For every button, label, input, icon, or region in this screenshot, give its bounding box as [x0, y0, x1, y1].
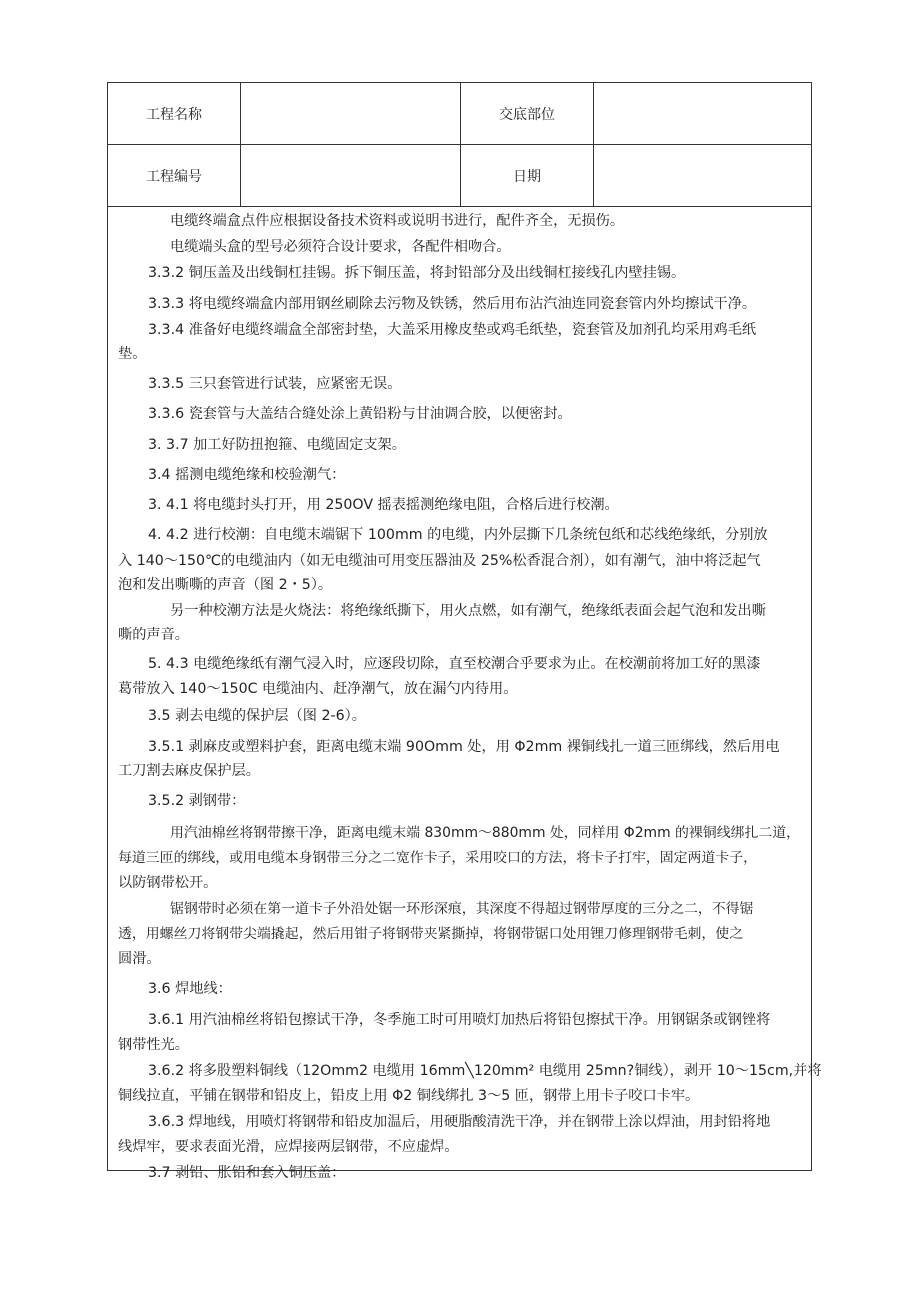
text-line: 工刀割去麻皮保护层。 [118, 763, 260, 779]
text-line: 4. 4.2 进行校潮：自电缆末端锯下 100mm 的电缆，内外层撕下几条统包纸和芯线绝缘纸，分别放 [148, 527, 768, 543]
text-line: 用汽油棉丝将钢带擦干净，距离电缆末端 830mm～880mm 处，同样用 Φ2mm 的裸铜线绑扎二道， [170, 825, 801, 841]
handover-part-label: 交底部位 [461, 83, 594, 144]
text-line: 3.7 剥铅、胀铅和套入铜压盖： [148, 1165, 346, 1181]
text-line: 3.6 焊地线： [148, 981, 232, 997]
text-line: 垫。 [118, 346, 147, 362]
project-name-field [241, 83, 461, 144]
text-line: 3.5 剥去电缆的保护层（图 2-6）。 [148, 708, 366, 724]
text-line: 电缆终端盒点件应根据设备技术资料或说明书进行，配件齐全，无损伤。 [170, 213, 625, 229]
text-line: 锯钢带时必须在第一道卡子外沿处锯一环形深痕，其深度不得超过钢带厚度的三分之二，不得锯 [170, 901, 754, 917]
date-label: 日期 [461, 145, 594, 206]
text-line: 3. 3.7 加工好防扭抱箍、电缆固定支架。 [148, 437, 406, 453]
text-line: 3.5.1 剥麻皮或塑料护套，距离电缆末端 90Omm 处，用 Φ2mm 裸铜线扎一道三匝绑线，然后用电 [148, 739, 780, 755]
text-line: 3.3.4 准备好电缆终端盒全部密封垫，大盖采用橡皮垫或鸡毛纸垫，瓷套管及加剂孔均采用鸡毛纸 [148, 322, 757, 338]
handover-part-field [594, 83, 811, 144]
text-line: 电缆端头盒的型号必须符合设计要求，各配件相吻合。 [170, 239, 511, 255]
text-line: 3.6.2 将多股塑料铜线（12Omm2 电缆用 16mm╲120mm² 电缆用 25mn?铜线），剥开 10～15cm,并将 [148, 1063, 822, 1079]
text-line: 每道三匝的绑线，或用电缆本身钢带三分之二宽作卡子，采用咬口的方法，将卡子打牢，固定两道卡子， [118, 850, 757, 866]
text-line: 3.6.1 用汽油棉丝将铅包擦试干净，冬季施工时可用喷灯加热后将铅包擦拭干净。用钢锯条或钢锉将 [148, 1012, 771, 1028]
text-line: 圆滑。 [118, 951, 161, 967]
date-field [594, 145, 811, 206]
text-line: 泡和发出嘶嘶的声音（图 2・5）。 [118, 577, 333, 593]
text-line: 3.4 摇测电缆绝缘和校验潮气： [148, 467, 346, 483]
text-line: 3.3.6 瓷套管与大盖结合缝处涂上黄铅粉与甘油调合胶，以便密封。 [148, 406, 572, 422]
text-line: 入 140～150℃的电缆油内（如无电缆油可用变压器油及 25%松香混合剂），如有潮气，油中将泛起气 [118, 553, 761, 569]
text-line: 3.3.2 铜压盖及出线铜杠挂锡。拆下铜压盖，将封铅部分及出线铜杠接线孔内壁挂锡。 [148, 265, 686, 281]
header-row-1 [108, 83, 811, 145]
text-line: 嘶的声音。 [118, 627, 189, 643]
text-line: 透，用螺丝刀将钢带尖端撬起，然后用钳子将钢带夹紧撕掉，将钢带锯口处用锂刀修理钢带毛刺，使之 [118, 926, 744, 942]
text-line: 线焊牢，要求表面光滑，应焊接两层钢带，不应虚焊。 [118, 1139, 459, 1155]
disclosure-sheet [107, 82, 822, 1181]
text-line: 葛带放入 140～150C 电缆油内、赶净潮气，放在漏勺内待用。 [118, 681, 518, 697]
text-line: 钢带性光。 [118, 1037, 189, 1053]
text-line: 5. 4.3 电缆绝缘纸有潮气浸入时，应逐段切除，直至校潮合乎要求为止。在校潮前将加工好的黑漆 [148, 656, 761, 672]
header-row-2 [108, 145, 811, 207]
project-no-label: 工程编号 [108, 145, 241, 206]
text-line: 3.3.5 三只套管进行试装，应紧密无误。 [148, 376, 402, 392]
text-line: 另一种校潮方法是火烧法：将绝缘纸撕下，用火点燃，如有潮气，绝缘纸表面会起气泡和发出嘶 [170, 603, 766, 619]
text-line: 以防钢带松开。 [118, 875, 218, 891]
text-line: 3. 4.1 将电缆封头打开，用 250OV 摇表摇测绝缘电阻，合格后进行校潮。 [148, 497, 619, 513]
project-name-label: 工程名称 [108, 83, 241, 144]
text-line: 3.3.3 将电缆终端盒内部用钢丝刷除去污物及铁锈，然后用布沾汽油连同瓷套管内外均擦试干净。 [148, 296, 757, 312]
text-line: 3.6.3 焊地线，用喷灯将钢带和铅皮加温后，用硬脂酸清洗干净，并在钢带上涂以焊油，用封铅将地 [148, 1114, 771, 1130]
text-line: 铜线拉直，平铺在钢带和铅皮上，铅皮上用 Φ2 铜线绑扎 3～5 匝，钢带上用卡子咬口卡牢。 [118, 1088, 700, 1104]
project-no-field [241, 145, 461, 206]
text-line: 3.5.2 剥钢带： [148, 793, 246, 809]
